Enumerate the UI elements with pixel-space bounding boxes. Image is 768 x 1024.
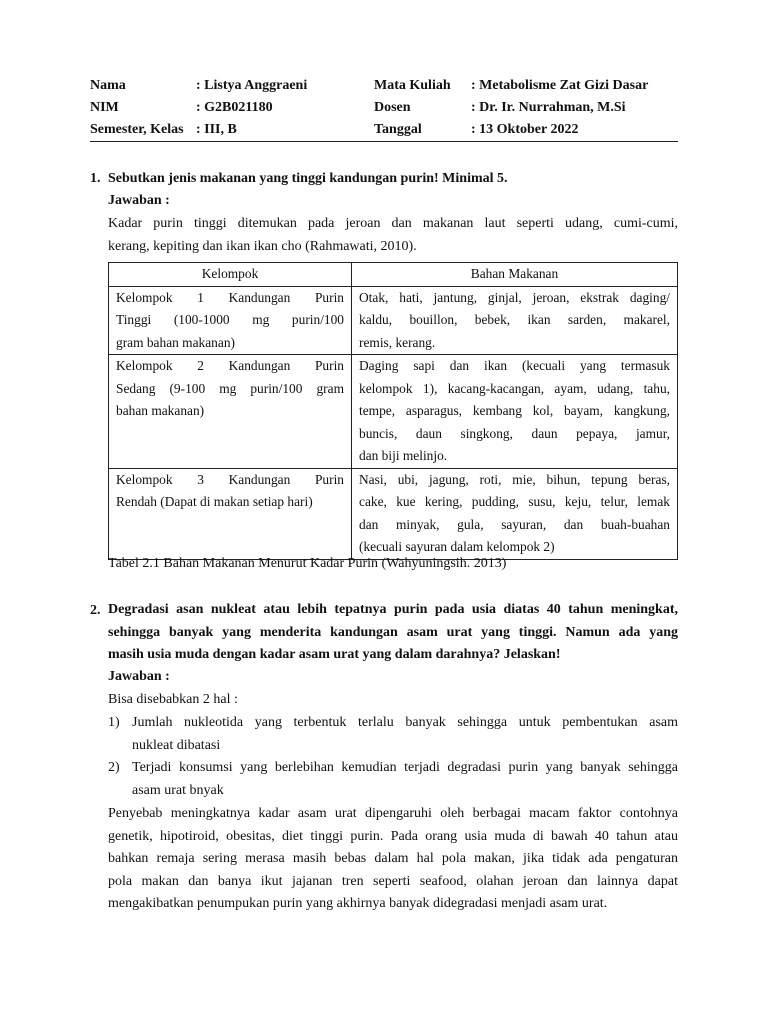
paragraph-line: bahkan remaja sering merasa masih bebas dalam hal pola makan, jika tidak ada pengaturan: [108, 851, 678, 866]
cell-line: (kecuali sayuran dalam kelompok 2): [359, 539, 555, 554]
purine-table: [108, 262, 678, 560]
q1-answer-label: Jawaban :: [108, 193, 170, 208]
bahan-cell: [352, 286, 678, 355]
cell-line: Tinggi (100-1000 mg purin/100: [116, 312, 344, 327]
kelompok-cell: [109, 468, 352, 559]
kelompok-cell: [109, 355, 352, 469]
header-row-2: [90, 100, 678, 120]
q2-paragraph: [108, 803, 678, 916]
semester-label: Semester, Kelas: [90, 122, 184, 137]
q1-answer-line: kerang, kepiting dan ikan ikan cho (Rahmawati, 2010).: [108, 238, 417, 254]
cell-line: kelompok 1), kacang-kacangan, ayam, udang, tahu,: [359, 380, 670, 396]
nama-label: Nama: [90, 78, 126, 93]
q2-item-line: asam urat bnyak: [132, 782, 224, 798]
cell-line: Kelompok 3 Kandungan Purin: [116, 471, 344, 487]
table-caption: Tabel 2.1 Bahan Makanan Menurut Kadar Purin (Wahyuningsih. 2013): [108, 556, 507, 571]
cell-line: cake, kue kering, pudding, susu, keju, telur, lemak: [359, 494, 670, 509]
cell-line: Kelompok 1 Kandungan Purin: [116, 289, 344, 305]
q2-question-line: masih usia muda dengan kadar asam urat yang dalam darahnya? Jelaskan!: [108, 647, 561, 662]
kelompok-cell: [109, 286, 352, 355]
cell-line: Rendah (Dapat di makan setiap hari): [116, 494, 313, 509]
header-divider: [90, 141, 678, 142]
header-row-3: [90, 122, 678, 142]
q2-item: [132, 712, 678, 757]
q1-number: 1.: [90, 171, 101, 186]
q2-item-line: nukleat dibatasi: [132, 737, 221, 753]
table-header-row: [109, 263, 678, 287]
cell-line: kaldu, bouillon, bebek, ikan sarden, makarel,: [359, 312, 670, 327]
q1-answer-line: Kadar purin tinggi ditemukan pada jeroan dan makanan laut seperti udang, cumi-cumi,: [108, 216, 678, 231]
q2-item: [132, 757, 678, 802]
q1-answer: [108, 213, 678, 258]
bahan-cell: [352, 468, 678, 559]
tanggal-value: : 13 Oktober 2022: [471, 122, 579, 137]
cell-line: buncis, daun singkong, daun pepaya, jamur,: [359, 425, 670, 441]
q2-item-line: Jumlah nukleotida yang terbentuk terlalu banyak sehingga untuk pembentukan asam: [132, 715, 678, 730]
matkul-label: Mata Kuliah: [374, 78, 451, 93]
dosen-label: Dosen: [374, 100, 411, 115]
tanggal-label: Tanggal: [374, 122, 422, 137]
q2-question: [108, 599, 678, 667]
q2-item-number: 2): [108, 760, 120, 775]
cell-line: Sedang (9-100 mg purin/100 gram: [116, 380, 344, 396]
table-row: [109, 468, 678, 559]
cell-line: tempe, asparagus, kembang kol, bayam, kangkung,: [359, 403, 670, 418]
q2-question-line: Degradasi asan nukleat atau lebih tepatnya purin pada usia diatas 40 tahun meningkat,: [108, 602, 678, 617]
cell-line: Nasi, ubi, jagung, roti, mie, bihun, tepung beras,: [359, 471, 670, 487]
cell-line: dan biji melinjo.: [359, 448, 448, 463]
nama-value: : Listya Anggraeni: [196, 78, 308, 93]
q2-item-number: 1): [108, 715, 120, 730]
bahan-cell: [352, 355, 678, 469]
dosen-value: : Dr. Ir. Nurrahman, M.Si: [471, 100, 626, 115]
q2-intro: Bisa disebabkan 2 hal :: [108, 692, 238, 707]
header-row-1: [90, 78, 678, 98]
paragraph-line: Penyebab meningkatnya kadar asam urat dipengaruhi oleh berbagai macam faktor contohnya: [108, 806, 678, 821]
nim-label: NIM: [90, 100, 119, 115]
paragraph-line: pola makan dan banya ikut jajanan tren seperti seafood, olahan jeroan dan lainnya dapat: [108, 873, 678, 889]
table-header-kelompok: Kelompok: [109, 263, 352, 287]
cell-line: remis, kerang.: [359, 334, 436, 350]
matkul-value: : Metabolisme Zat Gizi Dasar: [471, 78, 649, 93]
q2-question-line: sehingga banyak yang menderita kandungan asam urat yang tinggi. Namun ada yang: [108, 624, 678, 640]
table-header-bahan: Bahan Makanan: [352, 263, 678, 287]
cell-line: bahan makanan): [116, 403, 205, 418]
q2-item-line: Terjadi konsumsi yang berlebihan kemudian terjadi degradasi purin yang banyak sehingga: [132, 760, 678, 775]
cell-line: dan minyak, gula, sayuran, dan buah-buahan: [359, 516, 670, 532]
paragraph-line: genetik, hipotiroid, obesitas, diet tinggi purin. Pada orang usia muda di bawah 40 tahun atau: [108, 828, 678, 844]
q1-question: Sebutkan jenis makanan yang tinggi kandungan purin! Minimal 5.: [108, 171, 508, 186]
q2-number: 2.: [90, 603, 101, 618]
semester-value: : III, B: [196, 122, 237, 137]
cell-line: Otak, hati, jantung, ginjal, jeroan, ekstrak daging/: [359, 289, 670, 305]
cell-line: Kelompok 2 Kandungan Purin: [116, 358, 344, 373]
nim-value: : G2B021180: [196, 100, 273, 115]
cell-line: gram bahan makanan): [116, 334, 235, 350]
paragraph-line: mengakibatkan penumpukan purin yang akhirnya banyak didegradasi menjadi asam urat.: [108, 896, 608, 911]
q2-answer-label: Jawaban :: [108, 669, 170, 684]
table-row: [109, 355, 678, 469]
table-row: [109, 286, 678, 355]
cell-line: Daging sapi dan ikan (kecuali yang termasuk: [359, 358, 670, 373]
